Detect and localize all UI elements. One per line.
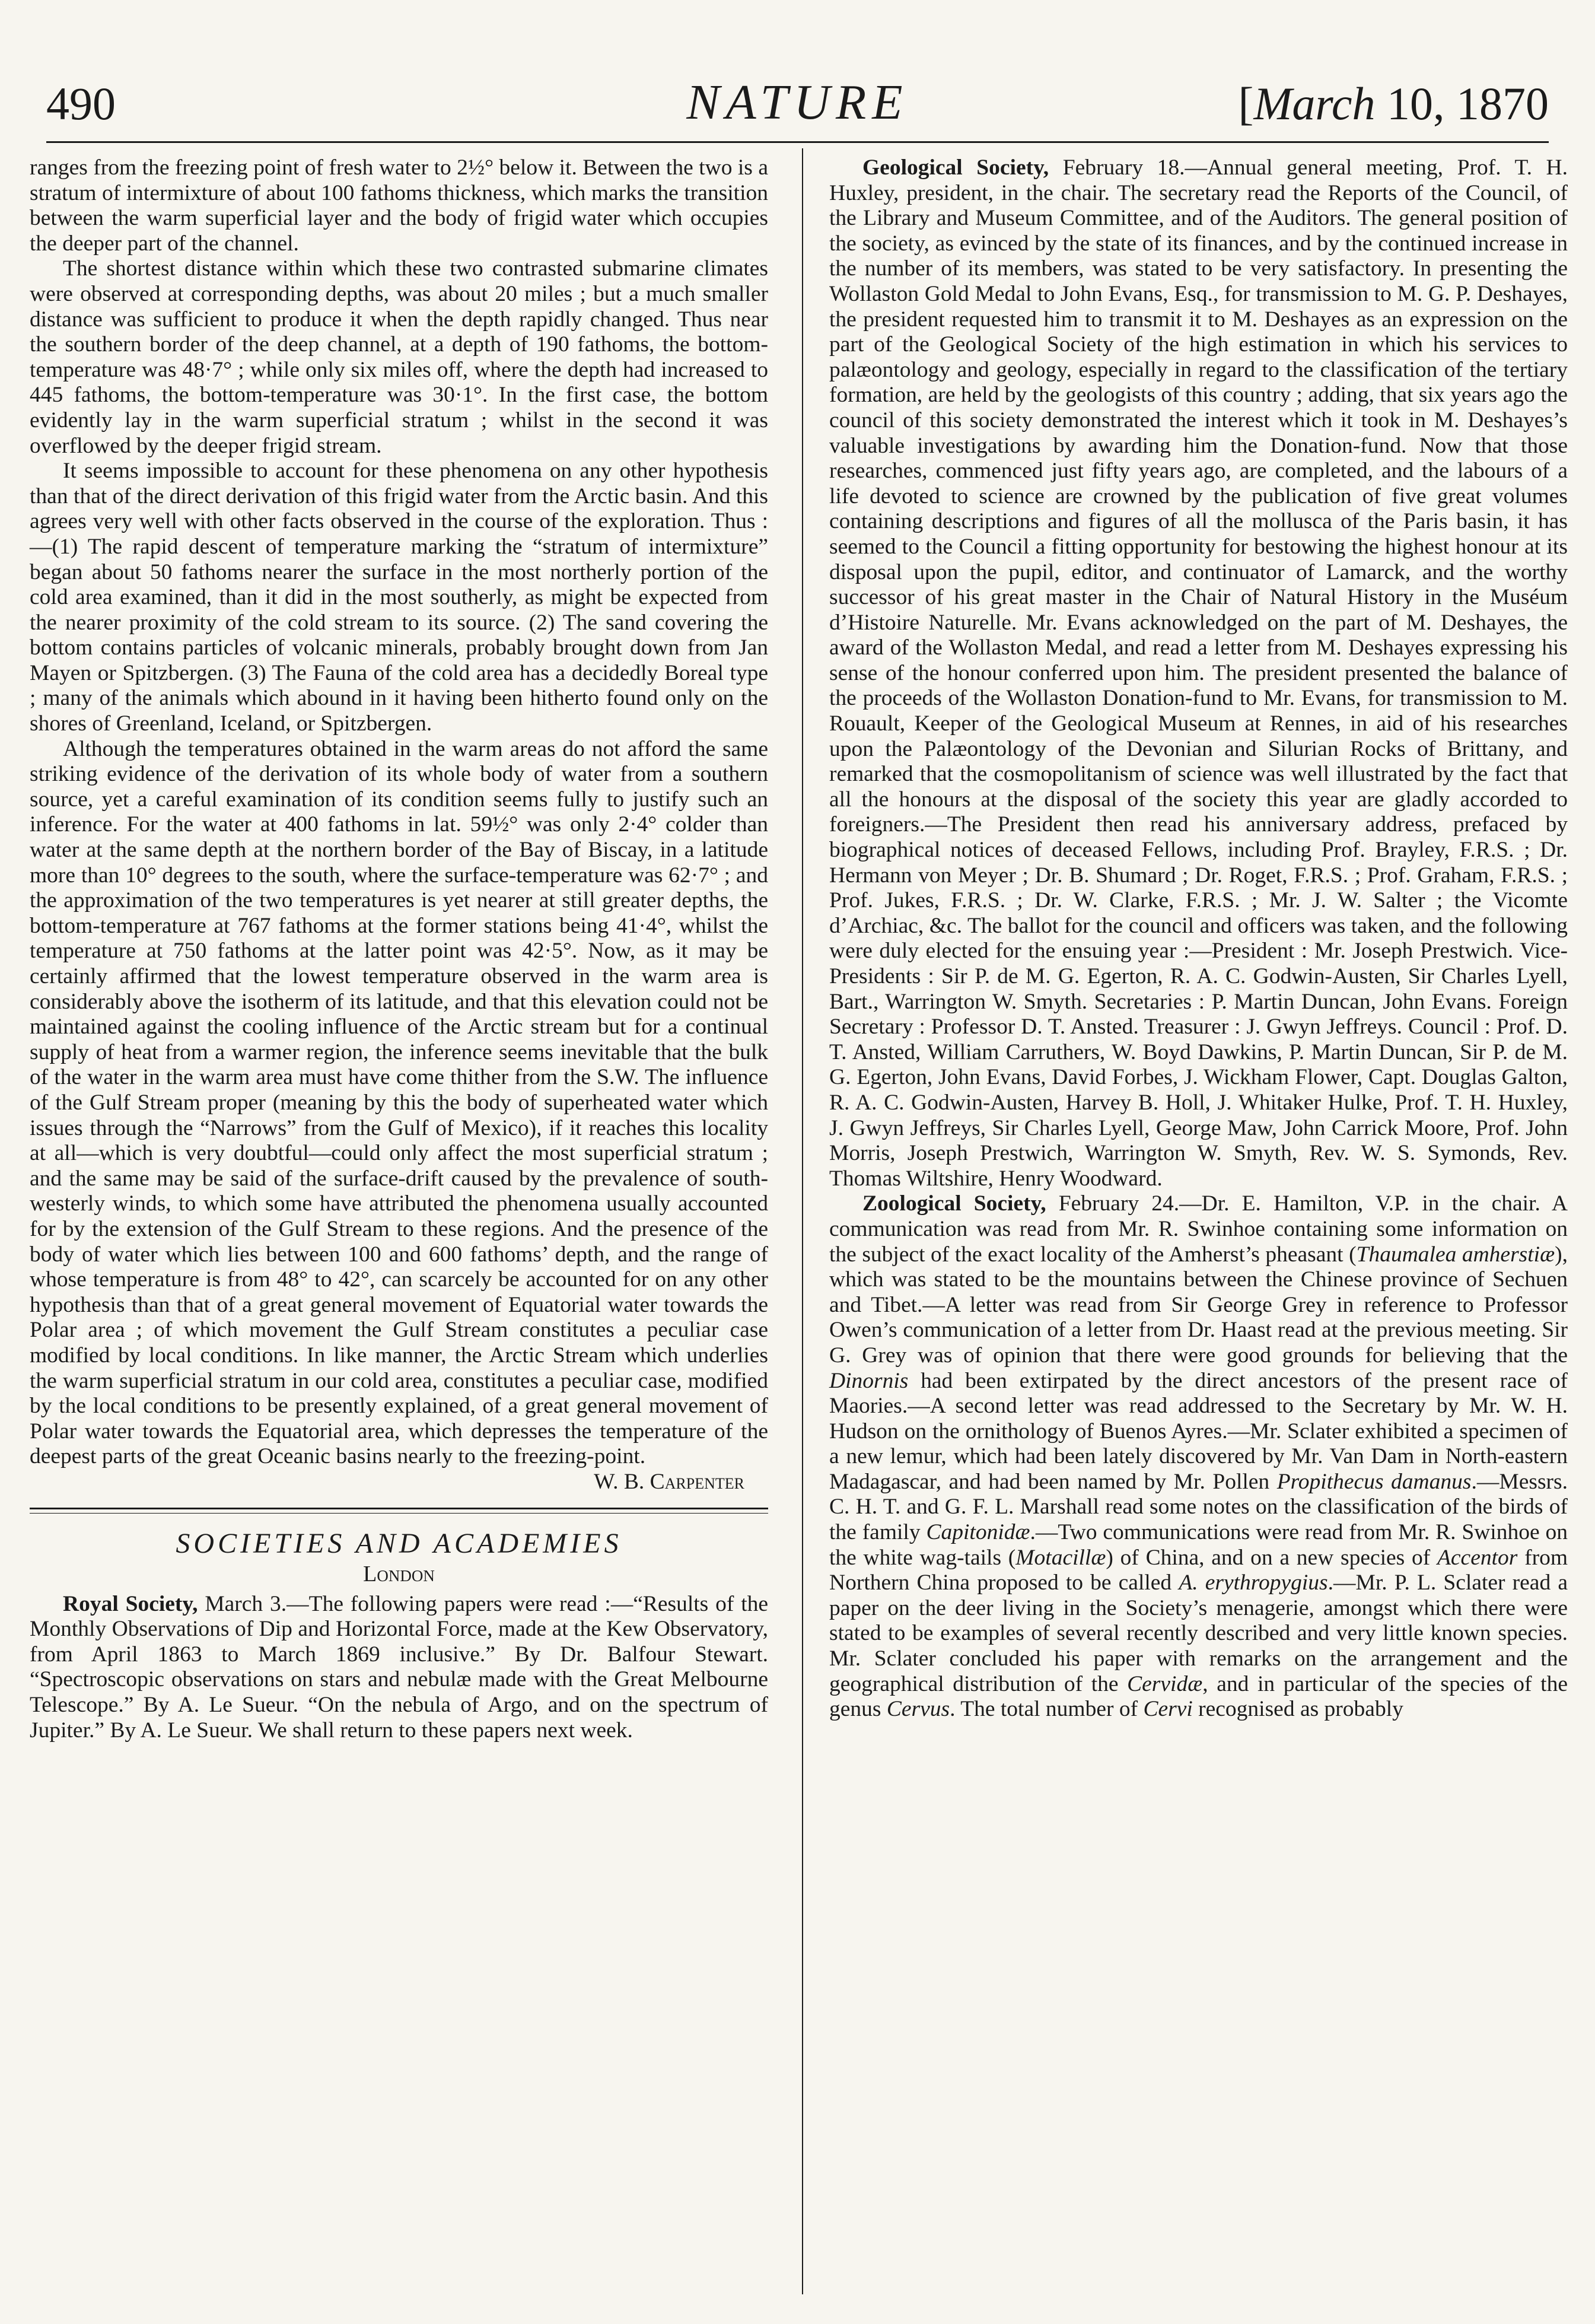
header-rule	[46, 141, 1549, 143]
article-paragraph: The shortest distance within which these two contrasted submarine climates were observed at corresponding depths, was about 20 miles ; but a much smaller distance was sufficient to produce it when the depth rapidly changed. Thus near the southern border of the deep channel, at a depth of 190 fathoms, the bottom-temperature was 48·7° ; while only six miles off, where the depth had increased to 445 fathoms, the bottom-temperature was 30·1°. In the first case, the bottom evidently lay in the warm superficial stratum ; whilst in the second it was overflowed by the deeper frigid stream.	[30, 256, 768, 458]
date-bracket: [	[1238, 78, 1254, 129]
genus-name: Cervi	[1143, 1697, 1193, 1722]
left-column	[30, 155, 768, 1743]
family-name: Cervidæ	[1127, 1671, 1203, 1696]
report-text: .—Two communications were read from Mr. R. Swinhoe on the white wag-tails (	[829, 1520, 1568, 1570]
report-text: ), which was stated to be the mountains between the Chinese province of Sechuen and Tibet.—A letter was read from Sir George Grey in reference to Professor Owen’s communication of a letter from Dr. Haast read at the previous meeting. Sir G. Grey was of opinion that there were good grounds for believing that the	[829, 1242, 1568, 1368]
section-divider	[30, 1508, 768, 1514]
society-name: Royal Society,	[63, 1591, 198, 1616]
genus-name: Cervus	[886, 1697, 950, 1722]
report-text: from Northern China proposed to be called	[829, 1545, 1568, 1595]
report-text: February 18.—Annual general meeting, Prof. T. H. Huxley, president, in the chair. The secretary read the Reports of the Council, of the Library and Museum Committee, and of the Auditors. The general position of the society, as evinced by the state of its finances, and by the continued increase in the number of its members, was stated to be very satisfactory. In presenting the Wollaston Gold Medal to John Evans, Esq., for transmission to M. G. P. Deshayes, the president requested him to transmit it to M. Deshayes as an expression on the part of the Geological Society of the high estimation in which his services to palæontology and geology, especially in regard to the classification of the tertiary formation, are held by the geologists of this country ; adding, that six years ago the council of this society demonstrated the interest which it took in M. Deshayes’s valuable investigations by awarding him the Donation-fund. Now that those researches, commenced just fifty years ago, are completed, and the labours of a life devoted to science are crowned by the publication of five great volumes containing descriptions and figures of all the mollusca of the Paris basin, it has seemed to the Council a fitting opportunity for bestowing the highest honour at its disposal upon the pupil, editor, and continuator of Lamarck, and the worthy successor of his great master in the Chair of Natural History in the Muséum d’Histoire Naturelle. Mr. Evans acknowledged on the part of M. Deshayes, the award of the Wollaston Medal, and read a letter from M. Deshayes expressing his sense of the honour conferred upon him. The president presented the balance of the proceeds of the Wollaston Donation-fund to Mr. Evans, for transmission to M. Rouault, Keeper of the Geological Museum at Rennes, in aid of his researches upon the Palæontology of the Devonian and Silurian Rocks of Brittany, and remarked that the cosmopolitanism of science was well illustrated by the fact that all the honours at the disposal of the society this year are gladly accorded to foreigners.—The President then read his anniversary address, prefaced by biographical notices of deceased Fellows, including Prof. Brayley, F.R.S. ; Dr. Hermann von Meyer ; Dr. B. Shumard ; Dr. Roget, F.R.S. ; Prof. Graham, F.R.S. ; Prof. Jukes, F.R.S. ; Dr. W. Clarke, F.R.S. ; Mr. J. W. Salter ; the Vicomte d’Archiac, &c. The ballot for the council and officers was taken, and the following were duly elected for the ensuing year :—President : Mr. Joseph Prestwich. Vice-Presidents : Sir P. de M. G. Egerton, R. A. C. Godwin-Austen, Sir Charles Lyell, Bart., Warrington W. Smyth. Secretaries : P. Martin Duncan, John Evans. Foreign Secretary : Professor D. T. Ansted. Treasurer : J. Gwyn Jeffreys. Council : Prof. D. T. Ansted, William Carruthers, W. Boyd Dawkins, P. Martin Duncan, Sir P. de M. G. Egerton, John Evans, David Forbes, J. Wickham Flower, Capt. Douglas Galton, R. A. C. Godwin-Austen, Harvey B. Holl, J. Whitaker Hulke, Prof. T. H. Huxley, J. Gwyn Jeffreys, Sir Charles Lyell, George Maw, John Carrick Moore, Prof. John Morris, Joseph Prestwich, Warrington W. Smyth, Rev. W. S. Symonds, Rev. Thomas Wiltshire, Henry Woodward.	[829, 155, 1568, 1191]
author-signature: W. B. Carpenter	[594, 1469, 744, 1494]
report-text: had been extirpated by the direct ancestors of the present race of Maories.—A second letter was read addressed to the Secretary by Mr. W. H. Hudson on the ornithology of Buenos Ayres.—Mr. Sclater exhibited a specimen of a new lemur, which had been lately discovered by Mr. Van Dam in North-eastern Madagascar, and had been named by Mr. Pollen	[829, 1368, 1568, 1494]
family-name: Capitonidæ	[926, 1520, 1030, 1545]
report-text: ) of China, and on a new species of	[1106, 1545, 1437, 1570]
article-paragraph: Although the temperatures obtained in the warm areas do not afford the same striking evidence of the derivation of its whole body of water from a southern source, yet a careful examination of its condition seems fully to justify such an inference. For the water at 400 fathoms in lat. 59½° was only 2·4° colder than water at the same depth at the northern border of the Bay of Biscay, in a latitude more than 10° degrees to the south, where the surface-temperature was 62·7° ; and the approximation of the two temperatures is yet nearer at still greater depths, the bottom-temperature at 767 fathoms at the former stations being 41·4°, whilst the temperature at 750 fathoms at the latter point was 42·5°. Now, as it may be certainly affirmed that the lowest temperature observed in the warm area is considerably above the isotherm of its latitude, and that this elevation could not be maintained against the cooling influence of the Arctic stream but for a continual supply of heat from a warmer region, the inference seems inevitable that the bulk of the water in the warm area must have come thither from the S.W. The influence of the Gulf Stream proper (meaning by this the body of superheated water which issues through the “Narrows” from the Gulf of Mexico), if it reaches this locality at all—which is very doubtful—could only affect the most superficial stratum ; and the same may be said of the surface-drift caused by the prevalence of south-westerly winds, to which some have attributed the phenomena usually accounted for by the extension of the Gulf Stream to these regions. And the presence of the body of water which lies between 100 and 600 fathoms’ depth, and the range of whose temperature is from 48° to 42°, can scarcely be accounted for on any other hypothesis than that of a great general movement of Equatorial water towards the Polar area ; of which movement the Gulf Stream constitutes a peculiar case modified by local conditions. In like manner, the Arctic Stream which underlies the warm superficial stratum in our cold area, constitutes a peculiar case, modified by the local conditions to be presently explained, of a great general movement of Polar water towards the Equatorial area, which depresses the temperature of the deepest parts of the great Oceanic basins nearly to the freezing-point.	[30, 736, 768, 1469]
species-name: Thaumalea amherstiæ	[1356, 1242, 1555, 1267]
report-text: .—Mr. P. L. Sclater read a paper on the deer living in the Society’s menagerie, amongst which there were stated to be examples of several recently described and very little known species. Mr. Sclater concluded his paper with remarks on the arrangement and the geographical distribution of the	[829, 1570, 1568, 1696]
species-name: A. erythropygius	[1179, 1570, 1328, 1595]
report-text: .—Messrs. C. H. T. and G. F. L. Marshall read some notes on the classification of the birds of the family	[829, 1469, 1568, 1545]
report-text: . The total number of	[950, 1697, 1144, 1722]
report-text: March 3.—The following papers were read :—“Results of the Monthly Observations of Dip and Horizontal Force, made at the Kew Observatory, from April 1863 to March 1869 inclusive.” By Dr. Balfour Stewart. “Spectroscopic observations on stars and nebulæ made with the Great Melbourne Telescope.” By A. Le Sueur. “On the nebula of Argo, and on the spectrum of Jupiter.” By A. Le Sueur. We shall return to these papers next week.	[30, 1591, 769, 1743]
journal-title: NATURE	[686, 75, 909, 130]
society-name: Geological Society,	[862, 155, 1049, 180]
society-name: Zoological Society,	[862, 1191, 1046, 1216]
geological-society-report	[829, 155, 1568, 1191]
issue-date	[1238, 77, 1549, 131]
section-title: SOCIETIES AND ACADEMIES	[176, 1528, 622, 1560]
right-column	[829, 155, 1568, 1722]
report-text: February 24.—Dr. E. Hamilton, V.P. in the chair. A communication was read from Mr. R. Swinhoe containing some information on the subject of the exact locality of the Amherst’s pheasant (	[829, 1191, 1568, 1267]
genus-name: Dinornis	[829, 1368, 909, 1393]
date-rest: 10, 1870	[1375, 78, 1549, 129]
species-name: Propithecus damanus	[1276, 1469, 1472, 1494]
report-text: recognised as probably	[1192, 1697, 1403, 1722]
page-number: 490	[46, 78, 116, 129]
article-paragraph: It seems impossible to account for these phenomena on any other hypothesis than that of the direct derivation of this frigid water from the Arctic basin. And this agrees very well with other facts observed in the course of the exploration. Thus :—(1) The rapid descent of temperature marking the “stratum of intermixture” began about 50 fathoms nearer the surface in the most northerly portion of the cold area examined, than it did in the most southerly, as might be expected from the nearer proximity of the cold stream to its source. (2) The sand covering the bottom contains particles of volcanic minerals, probably brought down from Jan Mayen or Spitzbergen. (3) The Fauna of the cold area has a decidedly Boreal type ; many of the animals which abound in it having been hitherto found only on the shores of Greenland, Iceland, or Spitzbergen.	[30, 459, 768, 736]
genus-name: Accentor	[1437, 1545, 1518, 1570]
genus-name: Motacillæ	[1015, 1545, 1106, 1570]
zoological-society-report	[829, 1191, 1568, 1722]
date-month: March	[1253, 78, 1376, 129]
royal-society-report	[30, 1592, 768, 1744]
report-text: , and in particular of the species of the genus	[829, 1671, 1568, 1722]
column-divider	[802, 148, 803, 2294]
page-header	[46, 65, 1549, 136]
article-paragraph: ranges from the freezing point of fresh water to 2½° below it. Between the two is a stratum of intermixture of about 100 fathoms thickness, which marks the transition between the warm superficial layer and the body of frigid water which occupies the deeper part of the channel.	[30, 155, 768, 256]
section-subtitle: London	[363, 1562, 435, 1587]
